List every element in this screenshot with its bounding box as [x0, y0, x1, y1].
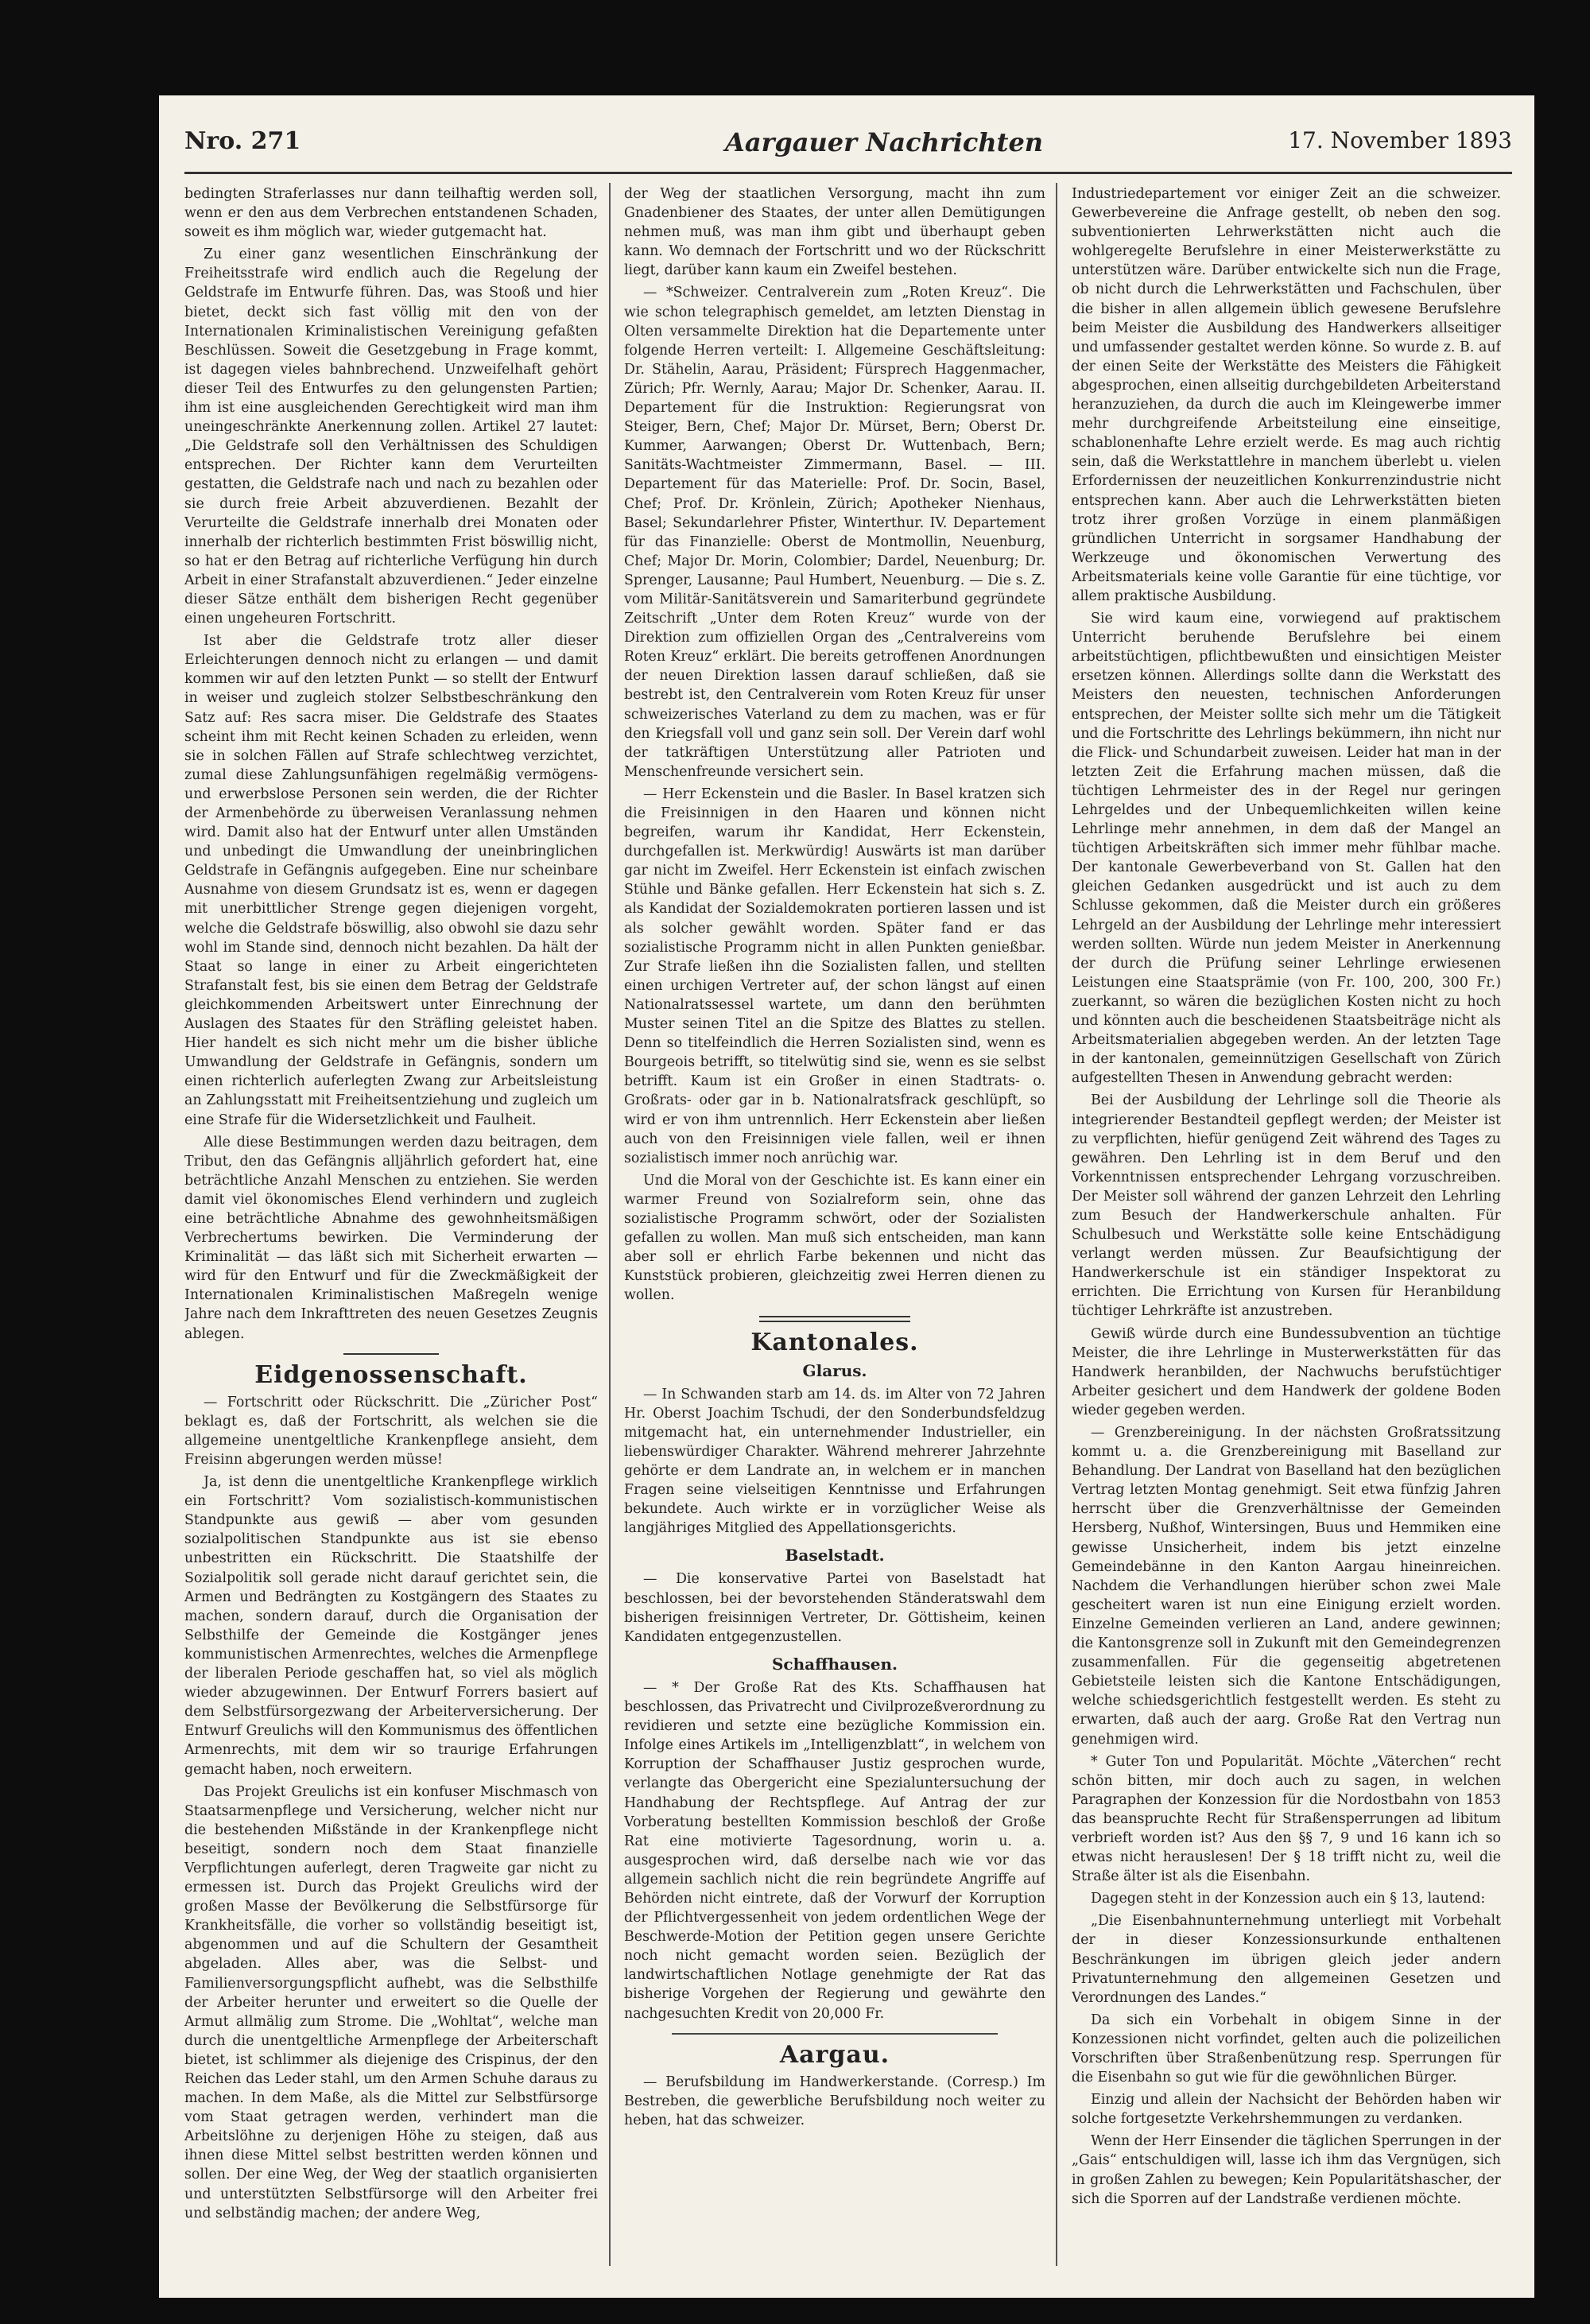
paragraph: Ist aber die Geldstrafe trotz aller dieser Erleichterungen dennoch nicht zu erlangen — und damit kommen wir auf den letzten Punkt — so stellt der Entwurf in weiser und zugleich stolzer Selbstbeschränkung den Satz auf: Res sacra miser. Die Geldstrafe des Staates scheint ihm mit Recht keinen Schaden zu erleiden, wenn sie in solchen Fällen auf Strafe schlechtweg verzichtet, zumal diese Zahlungsunfähigen regelmäßig vermögens- und erwerbslose Personen sein werden, die der Richter der Armenbehörde zu überweisen Veranlassung nehmen wird. Damit also hat der Entwurf unter allen Umständen und unbedingt die Umwandlung der uneinbringlichen Geldstrafe in Gefängnis aufgegeben. Eine nur scheinbare Ausnahme von diesem Grundsatz ist es, wenn er dagegen mit unerbittlicher Strenge gegen diejenigen vorgeht, welche die Geldstrafe böswillig, also obwohl sie dazu sehr wohl im Stande sind, dennoch nicht bezahlen. Da hält der Staat so lange in einer zu Arbeit eingerichteten Strafanstalt fest, bis sie einen dem Betrag der Geldstrafe gleichkommenden Arbeitswert unter Einrechnung der Auslagen des Staates für den Sträfling geleistet haben. Hier handelt es sich nicht mehr um die bisher übliche Umwandlung der Geldstrafe in Gefängnis, sondern um einen richterlich auferlegten Zwang zur Arbeitsleistung an Zahlungsstatt mit Freiheitsentziehung und zugleich um eine Strafe für die Widersetzlichkeit und Faulheit. [184, 633, 598, 1128]
paragraph: * Guter Ton und Popularität. Möchte „Väterchen“ recht schön bitten, mir doch auch zu sagen, in welchen Paragraphen der Konzession für die Nordostbahn von 1853 das beanspruchte Recht für Straßensperrungen ad libitum verbrieft worden ist? Aus den §§ 7, 9 und 16 kann ich so etwas nicht herauslesen! Der § 18 trifft nicht zu, weil die Straße älter ist als die Eisenbahn. [1072, 1753, 1501, 1885]
paragraph: Einzig und allein der Nachsicht der Behörden haben wir solche fortgesetzte Verkehrshemmungen zu verdanken. [1072, 2092, 1501, 2128]
paragraph: — Herr Eckenstein und die Basler. In Basel kratzen sich die Freisinnigen in den Haaren und können nicht begreifen, warum ihr Kandidat, Herr Eckenstein, durchgefallen ist. Merkwürdig! Auswärts ist man darüber gar nicht im Zweifel. Herr Eckenstein ist einfach zwischen Stühle und Bänke gefallen. Herr Eckenstein hat sich s. Z. als Kandidat der Sozialdemokraten portieren lassen und ist als solcher gewählt worden. Später fand er das sozialistische Programm nicht in allen Punkten genießbar. Zur Strafe ließen ihn die Sozialisten fallen, und stellten einen urchigen Vertreter auf, der schon längst auf einen Nationalratssessel wartete, um dann den berühmten Muster seinen Titel an die Spitze des Blattes zu stellen. Denn so titelfeindlich die Herren Sozialisten sind, wenn es Bourgeois betrifft, so titelwütig sind sie, wenn es sie selbst betrifft. Kaum ist ein Großer in einen Stadtrats- o. Großrats- oder gar in b. Nationalratsfrack geschlüpft, so wird er von ihm untrennlich. Herr Eckenstein aber ließen auch von den Freisinnigen viele fallen, weil er ihnen sozialistisch immer noch anrüchig war. [624, 786, 1045, 1166]
column-divider [1056, 183, 1057, 2266]
paragraph: Das Projekt Greulichs ist ein konfuser Mischmasch von Staatsarmenpflege und Versicherung, welcher nicht nur die bestehenden Mißstände in der Krankenpflege nicht beseitigt, sondern noch dem Staat finanzielle Verpflichtungen auferlegt, deren Tragweite gar nicht zu ermessen ist. Durch das Projekt Greulichs wird der großen Masse der Bevölkerung die Selbstfürsorge für Krankheitsfälle, die vorher so vollständig beseitigt ist, abgenommen und auf die Schultern der Gesamtheit abgeladen. Alles aber, was die Selbst- und Familienversorgungspflicht aufhebt, was die Selbsthilfe der Arbeiter herunter und erweitert so die Quelle der Armut allmälig zum Strome. Die „Wohltat“, welche man durch die unentgeltliche Armenpflege der Arbeiterschaft bietet, ist schlimmer als diejenige des Crispinus, der den Reichen das Leder stahl, um den Armen Schuhe daraus zu machen. In dem Maße, als die Mittel zur Selbstfürsorge vom Staat getragen werden, verhindert man die Arbeitslöhne zu derjenigen Höhe zu steigen, daß aus ihnen diese Mittel selbst bestritten werden können und sollen. Der eine Weg, der Weg der staatlich organisierten und unterstützten Selbstfürsorge will den Arbeiter frei und selbständig machen; der andere Weg, [184, 1783, 598, 2221]
section-heading: Eidgenossenschaft. [254, 1360, 528, 1389]
paragraph: Sie wird kaum eine, vorwiegend auf praktischem Unterricht beruhende Berufslehre bei einem arbeitstüchtigen, pflichtbewußten und einsichtigen Meister ersetzen können. Allerdings sollte dann die Werkstatt des Meisters den neuesten, technischen Anforderungen entsprechen, der Meister sollte sich mehr um die Tätigkeit und die Fortschritte des Lehrlings bekümmern, ihn nicht nur die Flick- und Schundarbeit zuweisen. Leider hat man in der letzten Zeit die Erfahrung machen müssen, daß die tüchtigen Lehrmeister des in der Regel nur geringen Lehrgeldes und der Unbequemlichkeiten willen keine Lehrlinge mehr annehmen, in dem daß der Mangel an tüchtigen Arbeitskräften sich immer mehr fühlbar mache. Der kantonale Gewerbeverband von St. Gallen hat den gleichen Gedanken ausgedrückt und ist auch zu dem Schlusse gekommen, daß die Meister durch ein größeres Lehrgeld an der Ausbildung der Lehrlinge mehr interessiert werden sollten. Würde nun jedem Meister in Anerkennung der durch die Prüfung seiner Lehrlinge erwiesenen Leistungen eine Staatsprämie (von Fr. 100, 200, 300 Fr.) zuerkannt, so wären die bezüglichen Kosten nicht zu hoch und könnten auch die bescheidenen Staatsbeiträge nicht als Arbeitsmaterialien abgegeben werden. An der letzten Tage in der kantonalen, gemeinnützigen Gesellschaft von Zürich aufgestellten Thesen in Anwendung gebracht werden: [1072, 611, 1501, 1087]
paragraph: Wenn der Herr Einsender die täglichen Sperrungen in der „Gais“ entschuldigen will, lasse ich ihm das Vergnügen, sich in großen Zahlen zu bewegen; Kein Popularitätshascher, der sich die Sporren auf der Landstraße verdienen möchte. [1072, 2133, 1501, 2207]
issue-date: 17. November 1893 [1288, 127, 1512, 153]
paragraph: — Grenzbereinigung. In der nächsten Großratssitzung kommt u. a. die Grenzbereinigung mit Baselland zur Behandlung. Der Landrat von Baselland hat den bezüglichen Vertrag letzten Montag genehmigt. Seit etwa fünfzig Jahren herrscht über die Grenzverhältnisse der Gemeinden Hersberg, Nußhof, Wintersingen, Buus und Hemmiken eine gewisse Unsicherheit, indem bis jetzt einzelne Gemeindebänne in den Kanton Aargau hineinreichen. Nachdem die Verhandlungen hierüber schon zwei Male gescheitert waren ist nun eine Einigung erzielt worden. Einzelne Gemeinden verlieren an Land, andere gewinnen; die Kantonsgrenze soll in Zukunft mit den Gemeindegrenzen zusammenfallen. Für die gegenseitig abgetretenen Gebietsteile leisten sich die Kantone Entschädigungen, welche schiedsgerichtlich festgestellt werden. Es steht zu erwarten, daß auch der aarg. Große Rat den Vertrag nun genehmigen wird. [1072, 1425, 1501, 1748]
section-heading: Aargau. [779, 2040, 890, 2069]
masthead-rule [184, 172, 1512, 174]
paragraph: Bei der Ausbildung der Lehrlinge soll die Theorie als integrierender Bestandteil gepflegt werden; der Meister ist zu verpflichten, hiefür genügend Zeit während des Tages zu gewähren. Den Lehrling ist in dem Beruf und den Vorkenntnissen entsprechender Lehrgang vorzuschreiben. Der Meister soll während der ganzen Lehrzeit den Lehrling zum Besuch der Handwerkerschule anhalten. Für Schulbesuch und Werkstätte solle keine Entschädigung verlangt werden müssen. Zur Beaufsichtigung der Handwerkerschule ist ein ständiger Inspektorat zu errichten. Die Errichtung von Kursen für Heranbildung tüchtiger Lehrkräfte ist anzustreben. [1072, 1092, 1501, 1320]
column-3 [1072, 184, 1501, 2268]
paragraph: Alle diese Bestimmungen werden dazu beitragen, dem Tribut, den das Gefängnis alljährlich gefordert hat, eine beträchtliche Anzahl Menschen zu entziehen. Sie werden damit viel ökonomisches Elend verhindern und zugleich eine beträchtliche Abnahme des gewohnheitsmäßigen Verbrechertums bewirken. Die Verminderung der Kriminalität — das läßt sich mit Sicherheit erwarten — wird für den Entwurf und für die Zweckmäßigkeit der Internationalen Kriminalistischen Maßregeln wenige Jahre nach dem Inkrafttreten des neuen Gesetzes Zeugnis ablegen. [184, 1134, 598, 1342]
section-heading: Kantonales. [750, 1329, 919, 1357]
paragraph: — Die konservative Partei von Baselstadt hat beschlossen, bei der bevorstehenden Ständeratswahl dem bisherigen freisinnigen Vertreter, Dr. Göttisheim, keinen Kandidaten entgegenzustellen. [624, 1571, 1045, 1645]
paragraph: Gewiß würde durch eine Bundessubvention an tüchtige Meister, die ihre Lehrlinge in Musterwerkstätten für das Handwerk heranbilden, der Nachwuchs berufstüchtiger Arbeiter gesichert und dem Handwerk der goldene Boden wieder gegeben werden. [1072, 1325, 1501, 1418]
column-1 [184, 184, 598, 2268]
newspaper-title: Aargauer Nachrichten [725, 127, 1044, 157]
subsection-heading: Schaffhausen. [771, 1654, 898, 1674]
separator [759, 1321, 910, 1322]
paragraph: Da sich ein Vorbehalt in obigem Sinne in der Konzessionen nicht vorfindet, gelten auch die polizeilichen Vorschriften über Straßenbenützung resp. Sperrungen für die Eisenbahn so gut wie für die gewöhnlichen Bürger. [1072, 2012, 1501, 2086]
issue-number: Nro. 271 [184, 127, 301, 155]
paragraph: — *Schweizer. Centralverein zum „Roten Kreuz“. Die wie schon telegraphisch gemeldet, am letzten Dienstag in Olten versammelte Direktion hat die Departemente unter folgende Herren verteilt: I. Allgemeine Geschäftsleitung: Dr. Stähelin, Aarau, Präsident; Fürsprech Haggenmacher, Zürich; Pfr. Wernly, Aarau; Major Dr. Schenker, Aarau. II. Departement für die Instruktion: Regierungsrat von Steiger, Bern, Chef; Major Dr. Mürset, Bern; Oberst Dr. Kummer, Aarwangen; Oberst Dr. Wuttenbach, Bern; Sanitäts-Wachtmeister Zimmermann, Basel. — III. Departement für das Materielle: Prof. Dr. Socin, Basel, Chef; Prof. Dr. Krönlein, Zürich; Apotheker Nienhaus, Basel; Sekundarlehrer Pfister, Winterthur. IV. Departement für das Finanzielle: Oberst de Montmollin, Neuenburg, Chef; Major Dr. Morin, Colombier; Dardel, Neuenburg; Dr. Sprenger, Lausanne; Paul Humbert, Neuenburg. — Die s. Z. vom Militär-Sanitätsverein und Samariterbund gegründete Zeitschrift „Unter dem Roten Kreuz“ wurde von der Direktion zum offiziellen Organ des „Centralvereins vom Roten Kreuz“ erklärt. Die bereits getroffenen Anordnungen der neuen Direktion lassen darauf schließen, daß sie bestrebt ist, den Centralverein vom Roten Kreuz für unser schweizerisches Vaterland zu dem zu machen, was er für den Kriegsfall voll und ganz sein soll. Der Verein darf wohl der tatkräftigen Unterstützung aller Patrioten und Menschenfreunde versichert sein. [624, 285, 1045, 780]
paragraph: Zu einer ganz wesentlichen Einschränkung der Freiheitsstrafe wird endlich auch die Regelung der Geldstrafe im Entwurfe führen. Das, was Stooß und hier bietet, deckt sich fast völlig mit den von der Internationalen Kriminalistischen Vereinigung gefaßten Beschlüssen. Soweit die Gesetzgebung in Frage kommt, ist dagegen vieles bahnbrechend. Unzweifelhaft gehört dieser Teil des Entwurfes zu den gelungensten Partien; ihm ist eine ausgleichenden Gerechtigkeit wird man ihm uneingeschränkte Anerkennung zollen. Artikel 27 lautet: „Die Geldstrafe soll den Verhältnissen des Schuldigen entsprechen. Der Richter kann dem Verurteilten gestatten, die Geldstrafe nach und nach zu bezahlen oder sie durch freie Arbeit abzuverdienen. Bezahlt der Verurteilte die Geldstrafe innerhalb drei Monaten oder innerhalb der richterlich bestimmten Frist böswillig nicht, so hat er den Betrag auf richterliche Verfügung hin durch Arbeit in einer Strafanstalt abzuverdienen.“ Jeder einzelne dieser Sätze enthält dem bisherigen Recht gegenüber einen ungeheuren Fortschritt. [184, 246, 598, 627]
paragraph: Und die Moral von der Geschichte ist. Es kann einer ein warmer Freund von Sozialreform sein, ohne das sozialistische Programm schwört, oder der Sozialisten gefallen zu wollen. Man muß sich entscheiden, man kann aber soll er ehrlich Farbe bekennen und nicht das Kunststück probieren, gleichzeitig zwei Herren dienen zu wollen. [624, 1172, 1045, 1304]
paragraph: — Fortschritt oder Rückschritt. Die „Züricher Post“ beklagt es, daß der Fortschritt, als welchen sie die allgemeine unentgeltliche Krankenpflege ansieht, dem Freisinn abgerungen werden müsse! [184, 1394, 598, 1468]
paragraph: — In Schwanden starb am 14. ds. im Alter von 72 Jahren Hr. Oberst Joachim Tschudi, der den Sonderbundsfeldzug mitgemacht hat, ein unternehmender Industrieller, ein liebenswürdiger Charakter. Während mehrerer Jahrzehnte gehörte er dem Landrate an, in welchem er in manchen Fragen seine vielseitigen Kenntnisse und Erfahrungen bekundete. Auch wirkte er in vorzüglicher Weise als langjähriges Mitglied des Appellationsgerichts. [624, 1386, 1045, 1537]
paragraph: „Die Eisenbahnunternehmung unterliegt mit Vorbehalt der in dieser Konzessionsurkunde enthaltenen Beschränkungen im übrigen gleich jeder andern Privatunternehmung den allgemeinen Gesetzen und Verordnungen des Landes.“ [1072, 1913, 1501, 2006]
separator [672, 2033, 998, 2035]
separator [343, 1353, 439, 1355]
paragraph: Ja, ist denn die unentgeltliche Krankenpflege wirklich ein Fortschritt? Vom sozialistisch-kommunistischen Standpunkte aus gewiß — aber vom gesunden sozialpolitischen Standpunkte aus ist sie ebenso unbestritten ein Rückschritt. Die Staatshilfe der Sozialpolitik soll gerade nicht darauf gerichtet sein, die Armen und Bedrängten zu Kostgängern des Staates zu machen, sondern darauf, durch die Organisation der Selbsthilfe der Gemeinde die Kostgänger jenes kommunistischen Armenrechtes, welches die Armenpflege der liberalen Periode geschaffen hat, so viel als möglich wieder abzugewinnen. Der Entwurf Forrers basiert auf dem Selbstfürsorgezwang der Arbeiterversicherung. Der Entwurf Greulichs will den Kommunismus des öffentlichen Armenrechts, mit dem wir so traurige Erfahrungen gemacht haben, noch erweitern. [184, 1474, 598, 1778]
masthead [184, 127, 1512, 164]
subsection-heading: Baselstadt. [785, 1546, 885, 1565]
column-divider [609, 183, 611, 2266]
paragraph: — * Der Große Rat des Kts. Schaffhausen hat beschlossen, das Privatrecht und Civilprozeßverordnung zu revidieren und setzte eine bezügliche Kommission ein. Infolge eines Artikels im „Intelligenzblatt“, in welchem von Korruption der Schaffhauser Justiz gesprochen wurde, verlangte das Obergericht eine Spezialuntersuchung der Handhabung der Rechtspflege. Auf Antrag der zur Vorberatung bestellten Kommission beschloß der Große Rat eine motivierte Tagesordnung, worin u. a. ausgesprochen wird, daß derselbe nach wie vor das allgemein sachlich nicht die rein begründete Angriffe auf Behörden nicht eintrete, daß der Vorwurf der Korruption der Pflichtvergessenheit von jedem ordentlichen Wege der Beschwerde-Motion der Petition gegen unsere Gerichte noch nicht gemacht worden seien. Bezüglich der landwirtschaftlichen Notlage genehmigte der Rat das bisherige Vorgehen der Regierung und gewährte den nachgesuchten Kredit von 20,000 Fr. [624, 1679, 1045, 2022]
paragraph: bedingten Straferlasses nur dann teilhaftig werden soll, wenn er den aus dem Verbrechen entstandenen Schaden, soweit es ihm möglich war, wieder gutgemacht hat. [184, 186, 598, 241]
column-2 [624, 184, 1045, 2268]
paragraph: Dagegen steht in der Konzession auch ein § 13, lautend: [1091, 1891, 1486, 1907]
newspaper-page [159, 95, 1534, 2298]
subsection-heading: Glarus. [802, 1360, 867, 1380]
paragraph: der Weg der staatlichen Versorgung, macht ihn zum Gnadenbiener des Staates, der unter allen Demütigungen nehmen muß, was man ihm gibt und überhaupt geben kann. Wo demnach der Fortschritt und wo der Rückschritt liegt, darüber kann kaum ein Zweifel bestehen. [624, 186, 1045, 279]
paragraph: Industriedepartement vor einiger Zeit an die schweizer. Gewerbevereine die Anfrage gestellt, ob neben den sog. subventionierten Lehrwerkstätten nicht auch die wohlgeregelte Berufslehre in einer Meisterwerkstätte zu unterstützen wäre. Darüber entwickelte sich nun die Frage, ob nicht durch die Lehrwerkstätten und Fachschulen, über die bisher in allen allgemein üblich gewesene Berufslehre beim Meister die Ausbildung des Handwerkers allseitiger und umfassender gestaltet werden könne. So wurde z. B. auf der einen Seite der Werkstätte des Meisters die Fähigkeit abgesprochen, einen allseitig durchgebildeten Arbeiterstand heranzuziehen, da durch die auch im Kleingewerbe immer mehr durchgreifende Arbeitsteilung eine einseitige, schablonenhafte Lehre erzielt werde. Es mag auch richtig sein, daß die Werkstattlehre in manchem überlebt u. vielen Erfordernissen der neuzeitlichen Konkurrenzindustrie nicht entsprechen kann. Aber auch die Lehrwerkstätten bieten trotz ihrer großen Vorzüge in einem planmäßigen gründlichen Unterricht in sorgsamer Handhabung der Werkzeuge und ökonomischen Verwertung des Arbeitsmaterials keine volle Garantie für eine tüchtige, vor allem praktische Ausbildung. [1072, 186, 1501, 604]
paragraph: — Berufsbildung im Handwerkerstande. (Corresp.) Im Bestreben, die gewerbliche Berufsbildung noch weiter zu heben, hat das schweizer. [624, 2074, 1045, 2128]
separator [759, 1316, 910, 1317]
